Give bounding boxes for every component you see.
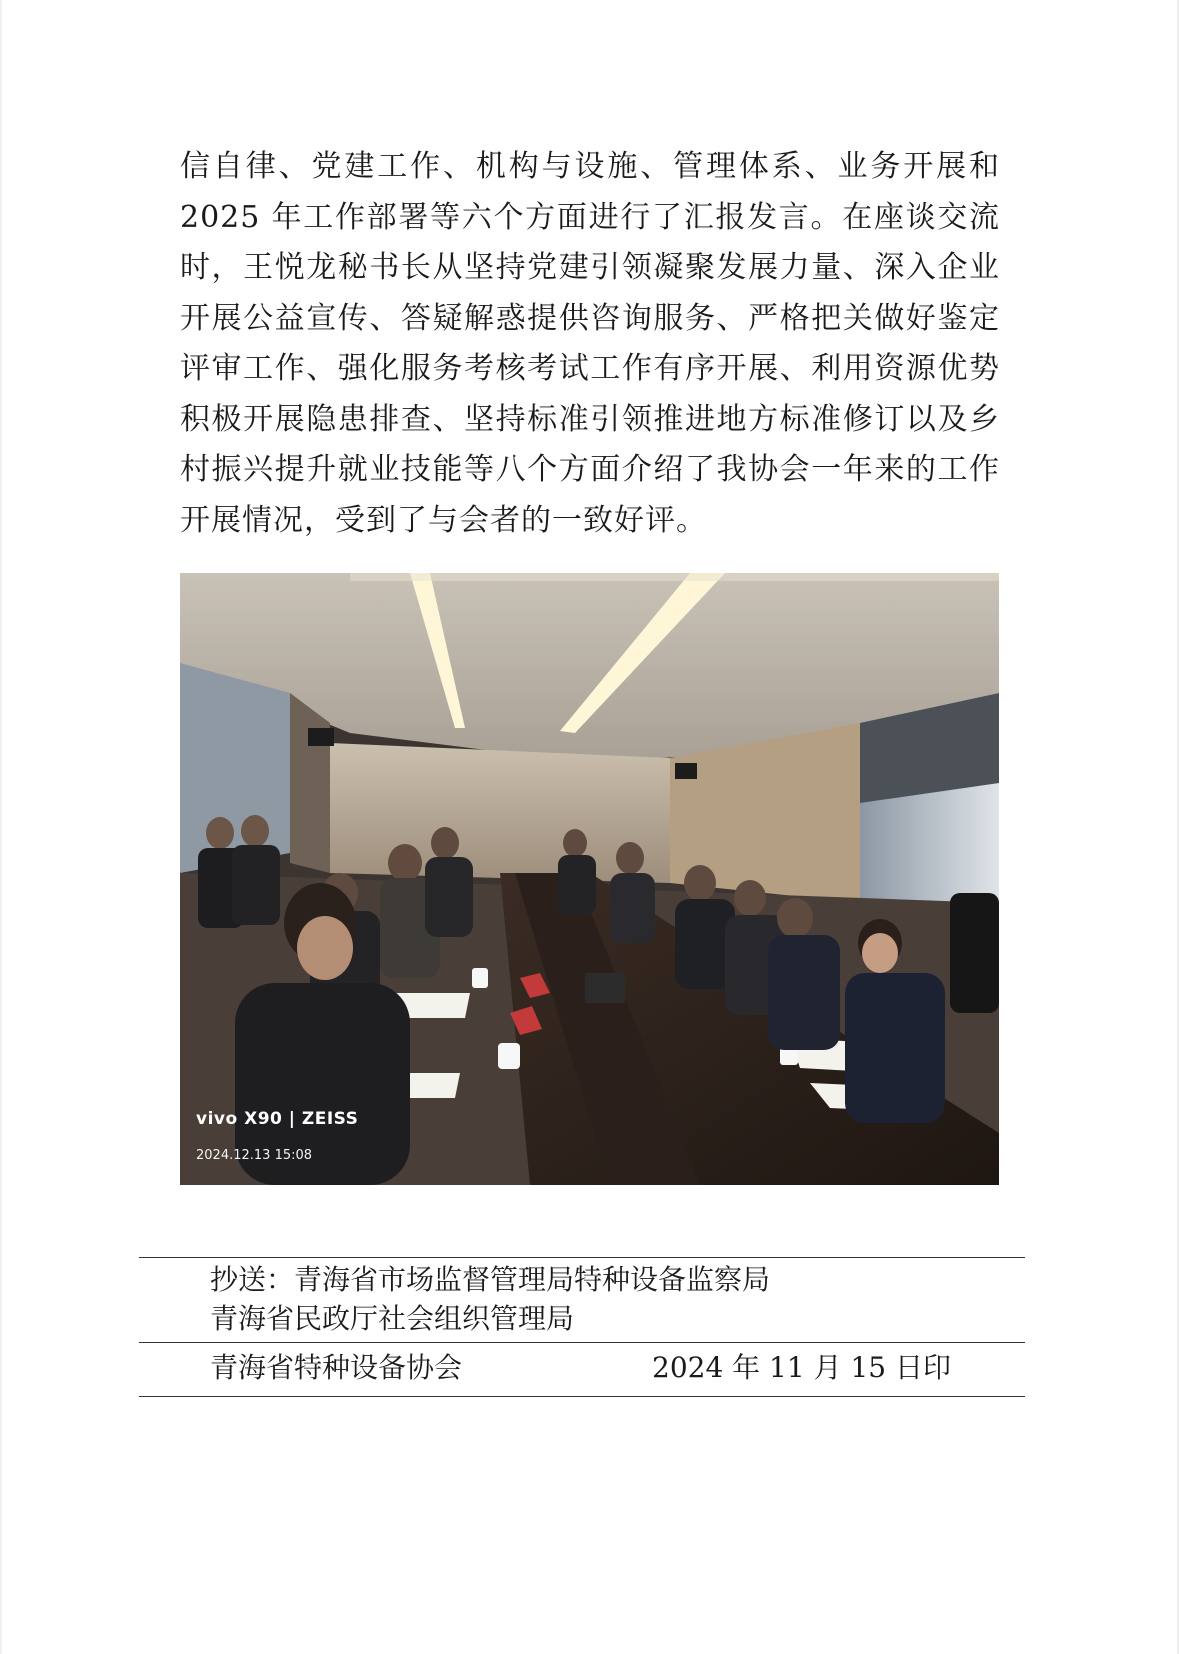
body-paragraph: 信自律、党建工作、机构与设施、管理体系、业务开展和 2025 年工作部署等六个方面进行了汇报发言。在座谈交流时，王悦龙秘书长从坚持党建引领凝聚发展力量、深入企业开展公益宣传、答疑解惑提供咨询服务、严格把关做好鉴定评审工作、强化服务考核考试工作有序开展、利用资源优势积极开展隐患排查、坚持标准引领推进地方标准修订以及乡村振兴提升就业技能等八个方面介绍了我协会一年来的工作开展情况，受到了与会者的一致好评。 bbox=[180, 149, 1000, 538]
cc-line-1: 抄送：青海省市场监督管理局特种设备监察局 bbox=[210, 1263, 771, 1296]
page-edge-left bbox=[0, 0, 2, 1654]
footer-rule-middle bbox=[139, 1342, 1025, 1343]
meeting-photo-drawing bbox=[180, 573, 999, 1185]
footer-rule-top bbox=[139, 1257, 1025, 1258]
footer-rule-bottom bbox=[139, 1396, 1025, 1397]
cc-line-2: 青海省民政厅社会组织管理局 bbox=[210, 1302, 575, 1335]
photo-watermark-date: 2024.12.13 15:08 bbox=[196, 1148, 313, 1163]
issuer-name: 青海省特种设备协会 bbox=[210, 1351, 463, 1384]
print-date: 2024 年 11 月 15 日印 bbox=[652, 1351, 952, 1384]
meeting-photo bbox=[180, 573, 999, 1185]
photo-watermark-brand: vivo X90 | ZEISS bbox=[196, 1109, 359, 1129]
